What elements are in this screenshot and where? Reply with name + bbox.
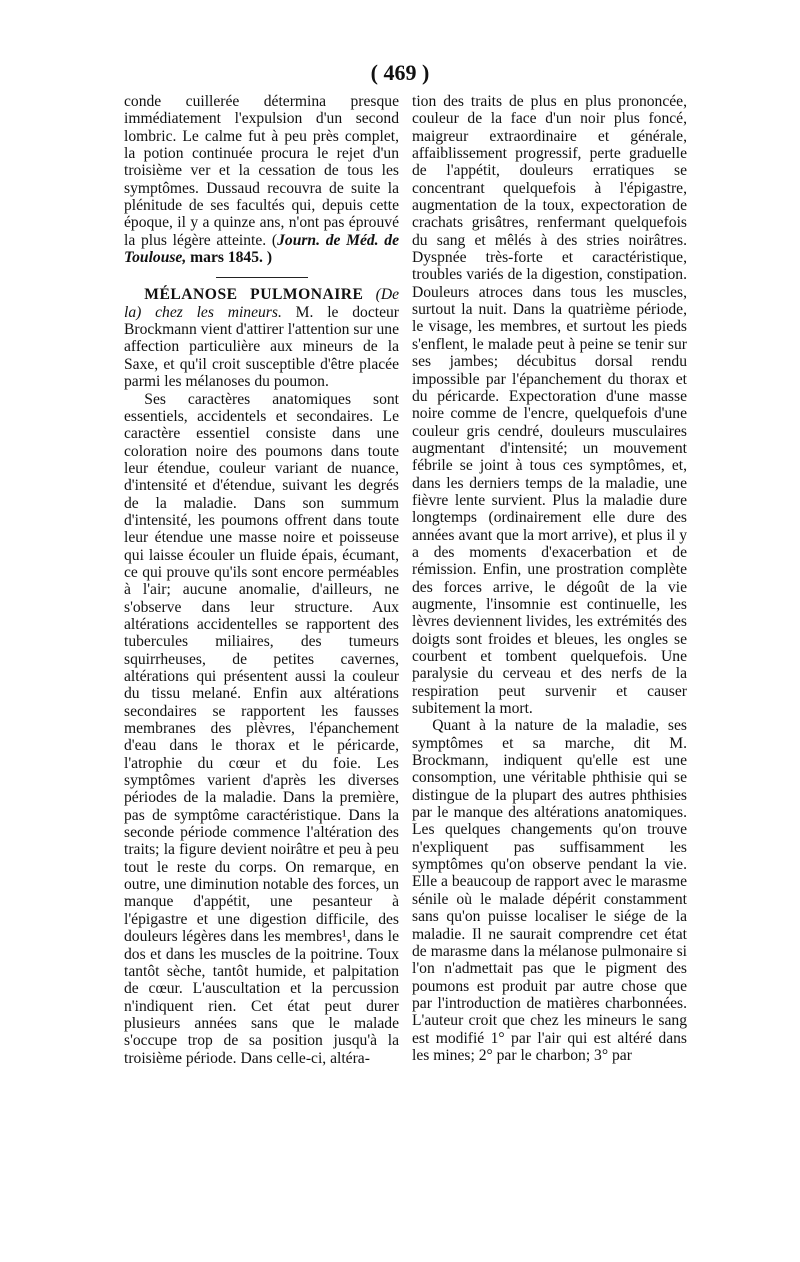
paragraph-text: M. le docteur Brockmann vient d'attirer l'attention sur une affection particulière aux mineurs de la Saxe, et qu'il croit susceptible d'être placée parmi les mélanoses du poumon. [124, 303, 399, 391]
source-citation: Journ. de Méd. de Toulouse, [124, 231, 399, 267]
paragraph [124, 93, 399, 266]
paragraph: Ses caractères anatomiques sont essentiels, accidentels et secondaires. Le caractère essentiel consiste dans une coloration noire des poumons dans toute leur étendue, couleur variant de nuance, d'intensité et d'étendue, suivant les degrés de la maladie. Dans son summum d'intensité, les poumons offrent dans toute leur étendue une masse noire et poisseuse qui laisse écouler un fluide épais, écumant, ce qui prouve qu'ils sont encore perméables à l'air; aucune anomalie, d'ailleurs, ne s'observe dans leur structure. Aux altérations accidentelles se rapportent des tubercules miliaires, des tumeurs squirrheuses, de petites cavernes, altérations qui présentent aussi la couleur du tissu melané. Enfin aux altérations secondaires se rapportent les fausses membranes des plèvres, l'épanchement d'eau dans le thorax et le péricarde, l'atrophie du cœur et du foie. Les symptômes varient d'après les diverses périodes de la maladie. Dans la première, pas de symptôme caractéristique. Dans la seconde période commence l'altération des traits; la figure devient noirâtre et peu à peu tout le reste du corps. On remarque, en outre, une diminution notable des forces, un manque d'appétit, une pesanteur à l'épigastre et une digestion difficile, des douleurs légères dans les membres¹, dans le dos et dans les muscles de la poitrine. Toux tantôt sèche, tantôt humide, et palpitation de cœur. L'auscultation et la percussion n'indiquent rien. Cet état peut durer plusieurs années sans que le malade s'occupe trop de sa position jusqu'à la troisième période. Dans celle-ci, altéra- [124, 390, 399, 1067]
citation-date: mars 1845. ) [186, 249, 273, 267]
paragraph: tion des traits de plus en plus prononcée, couleur de la face d'un noir plus foncé, maigreur extraordinaire et générale, affaiblissement progressif, perte graduelle de l'appétit, douleurs erratiques se concentrant quelquefois à l'épigastre, augmentation de la toux, expectoration de crachats grisâtres, renfermant quelquefois du sang et mêlés à des stries noirâtres. Dyspnée très-forte et caractéristique, troubles variés de la digestion, constipation. Douleurs atroces dans tous les muscles, surtout la nuit. Dans la quatrième période, le visage, les membres, et surtout les pieds s'enflent, le malade peut à peine se tenir sur ses jambes; décubitus dorsal rendu impossible par l'épanchement du thorax et du péricarde. Expectoration d'une masse noire comme de l'encre, quelquefois d'une couleur gris cendré, douleurs musculaires augmentant d'intensité; un mouvement fébrile se joint à tous ces symptômes, et, dans les derniers temps de la maladie, une fièvre lente survient. Plus la maladie dure longtemps (ordinairement elle dure des années avant que la mort arrive), et plus il y a des moments d'exacerbation et de rémission. Enfin, une prostration complète des forces arrive, le dégoût de la vie augmente, l'insomnie est continuelle, les lèvres deviennent livides, les extrémités des doigts sont froides et bleues, les ongles se courbent et tombent quelquefois. Une paralysie du cerveau et des nerfs de la respiration peut survenir et causer subitement la mort. [412, 93, 687, 718]
article-title: MÉLANOSE PULMONAIRE [144, 286, 364, 304]
article-title-tail: (De la) chez les mineurs. [124, 286, 400, 321]
section-separator [216, 277, 308, 278]
paragraph [124, 286, 399, 390]
page-number: ( 469 ) [370, 60, 430, 85]
right-column [412, 93, 687, 1064]
paragraph: Quant à la nature de la maladie, ses symptômes et sa marche, dit M. Brockmann, indiquent qu'elle est une consomption, une véritable phthisie qui se distingue de la plupart des autres phthisies par le manque des altérations anatomiques. Les quelques changements qu'on trouve n'expliquent pas suffisamment les symptômes qu'on observe pendant la vie. Elle a beaucoup de rapport avec le marasme sénile où le malade dépérit constamment sans qu'on puisse localiser le siége de la maladie. Il ne saurait comprendre cet état de marasme dans la mélanose pulmonaire si l'on n'admettait pas que le pigment des poumons est produit par autre chose que par l'introduction de matières charbonnées. L'auteur croit que chez les mineurs le sang est modifié 1° par l'air qui est altéré dans les mines; 2° par le charbon; 3° par [412, 717, 687, 1064]
left-column [124, 93, 399, 1067]
paragraph-text: conde cuillerée détermina presque immédiatement l'expulsion d'un second lombric. Le calme fut à peu près complet, la potion continuée procura le rejet d'un troisième ver et la cessation de tous les symptômes. Dussaud recouvra de suite la plénitude de ses facultés qui, depuis cette époque, il y a quinze ans, n'ont pas éprouvé la plus légère atteinte. ( [124, 93, 399, 249]
